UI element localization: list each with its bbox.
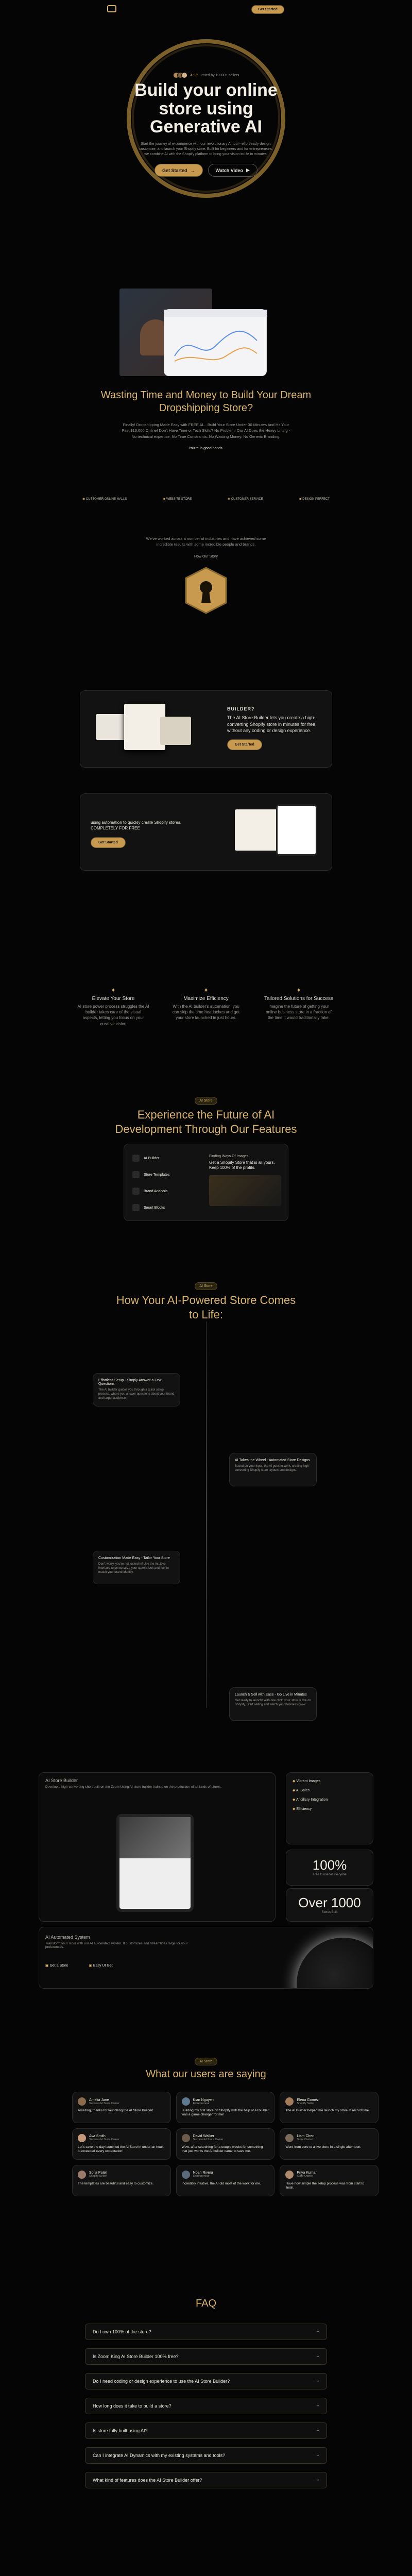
three-columns [0, 987, 412, 1033]
testimonial-card: Sofia Patel Shopify Seller The templates are beautiful and easy to customize. [72, 2165, 171, 2196]
design-icon: ◉ [299, 498, 303, 501]
process-pill: AI Store [195, 1282, 217, 1290]
auto-tag: ▣ Easy UI Get [89, 1964, 113, 1968]
builder-card-2 [80, 793, 332, 871]
tailored-icon: ✦ [296, 987, 302, 994]
strip-item: ◉ DESIGN PERFECT [299, 498, 330, 501]
process-step: Effortless Setup - Simply Answer a Few Questions The AI builder guides you through a quick setup process, where you answer questions about your brand and target audience. [93, 1373, 180, 1406]
panel-body: Get a Shopify Store that is all yours. Keep 100% of the profits. [209, 1160, 275, 1171]
strip-item: ◉ CUSTOMER SERVICE [227, 498, 263, 501]
testimonials-title: What our users are saying [146, 2069, 266, 2080]
avatar [285, 2171, 294, 2179]
list-item: ◆ Efficiency [293, 1807, 312, 1811]
avatar [78, 2097, 86, 2106]
stat-stores: Over 1000 Stores Built [286, 1888, 373, 1922]
faq-item[interactable]: Is store fully built using AI? + [85, 2422, 327, 2439]
builder-get-started-button[interactable]: Get Started [227, 739, 262, 750]
timeline-line [206, 1321, 207, 1708]
store-icon: ◉ [163, 498, 166, 501]
testimonial-card: Priya Kumar Store Owner I love how simple the setup process was from start to finish. [280, 2165, 379, 2196]
hero [0, 21, 412, 247]
device-mockups [235, 804, 322, 861]
future-section [0, 1095, 412, 1229]
rating-text: rated by 10000+ sellers [201, 73, 239, 77]
strip-item: ◉ CUSTOMER ONLINE MALLS [82, 498, 127, 501]
feature-item[interactable]: Smart Blocks [132, 1204, 169, 1211]
pain-section [0, 389, 412, 492]
builder-heading: BUILDER? [227, 706, 255, 711]
col-tailored: ✦ Tailored Solutions for Success Imagine the future of getting your online business store in a fraction of the time it would traditionally take. [263, 987, 335, 1033]
process-section [0, 1280, 412, 1759]
testimonial-card: Ava Smith Successful Store Owner Let's save the day launched the AI Store in under an hour. It exceeded every expectation! [72, 2128, 171, 2160]
pain-footer: You're in good hands. [188, 446, 224, 450]
testimonial-grid [72, 2092, 379, 2196]
faq-item[interactable]: Can I integrate AI Dynamics with my existing systems and tools? + [85, 2447, 327, 2464]
plus-icon: + [316, 2428, 319, 2433]
avatar [182, 2171, 190, 2179]
process-step: Customization Made Easy - Tailor Your Store Don't worry, you're not locked in! Use the intuitive interface to personalize your store's look and feel to match your brand identity. [93, 1551, 180, 1584]
testimonial-card: Amelia Jane Successful Store Owner Amazing, thanks for launching the AI Store Builder! [72, 2092, 171, 2123]
auto-tag: ▣ Get a Store [45, 1964, 68, 1968]
testimonials-section [0, 2056, 412, 2251]
story-section [0, 536, 412, 670]
plus-icon: + [316, 2354, 319, 2359]
top-nav [0, 0, 412, 21]
efficiency-icon: ✦ [203, 987, 209, 994]
testimonial-card: Liam Chen Store Owner Went from zero to a live store in a single afternoon. [280, 2128, 379, 2160]
tablet-mockup [116, 1814, 194, 1912]
bento-builder: AI Store Builder Develop a high-converting short built on the Zoom Using AI store builder trained on the production of all kinds of stores. [39, 1772, 276, 1922]
future-pill: AI Store [195, 1097, 217, 1105]
panel-image [209, 1175, 281, 1206]
check-icon: ◆ [293, 1807, 297, 1811]
avatar [285, 2097, 294, 2106]
testimonial-card: Elena Gomez Shopify Seller The AI Builder helped me launch my store in record time. [280, 2092, 379, 2123]
watch-video-button[interactable]: Watch Video ▶ [208, 164, 258, 177]
rating-value: 4.9/5 [190, 73, 199, 77]
future-title: Experience the Future of AI Development Through Our Features [115, 1108, 297, 1136]
pain-body: Finally! Dropshipping Made Easy with FREE AI... Build Your Store Under 30 Minutes And Hit Your First $10,000 Online! Don't Have Time or Tech Skills? No Problem! Our AI Does the Heavy Lifting - No technical expertise. No Time Constraints. No Wasting Money. No Generic Branding. [122, 422, 290, 439]
list-item: ◆ Ancillary Integration [293, 1798, 328, 1802]
story-label: How Our Story [194, 554, 218, 558]
hero-get-started-button[interactable]: Get Started → [154, 164, 203, 177]
blocks-icon [132, 1204, 140, 1211]
story-text: We've worked across a number of industries and have achieved some incredible results with some incredible people and brands. [146, 536, 266, 547]
faq-section [0, 2298, 412, 2545]
avatar [181, 72, 187, 78]
plus-icon: + [316, 2329, 319, 2334]
feature-item[interactable]: Brand Analysis [132, 1188, 169, 1195]
avatar [285, 2134, 294, 2142]
faq-item[interactable]: Do I need coding or design experience to use the AI Store Builder? + [85, 2373, 327, 2389]
keyhole-badge-icon [183, 566, 229, 615]
testimonial-card: Noah Rivera Entrepreneur Incredibly intuitive, the AI did most of the work for me. [176, 2165, 275, 2196]
bento-automation: AI Automated System Transform your store with our AI automated system. It customizes and streamlines large for your preferences. ▣ Get a Store ▣ Easy UI Get [39, 1927, 373, 1989]
pain-title: Wasting Time and Money to Build Your Dream Dropshipping Store? [100, 389, 312, 414]
faq-item[interactable]: What kind of features does the AI Store Builder offer? + [85, 2472, 327, 2488]
testimonial-card: David Walker Successful Store Owner Wow, after searching for a couple weeks for something that just works the AI builder came to save me. [176, 2128, 275, 2160]
process-title: How Your AI-Powered Store Comes to Life: [116, 1294, 296, 1321]
builder-body: The AI Store Builder lets you create a high-converting Shopify store in minutes for free, without any coding or design experience. [227, 715, 317, 734]
strip-item: ◉ WEBSITE STORE [163, 498, 192, 501]
col-elevate: ✦ Elevate Your Store AI store power process struggles the AI builder takes care of the visual aspects, letting you focus on your creative vision [77, 987, 149, 1026]
feature-item[interactable]: AI Builder [132, 1155, 169, 1162]
play-icon: ▶ [246, 167, 250, 173]
ui-icon: ▣ [89, 1964, 93, 1968]
faq-title: FAQ [195, 2298, 216, 2309]
store-icon: ▣ [45, 1964, 50, 1968]
plus-icon: + [316, 2478, 319, 2483]
process-step: AI Takes the Wheel - Automated Store Designs Based on your input, the AI goes to work, crafting high-converting Shopify store layouts and designs. [229, 1453, 317, 1486]
plus-icon: + [316, 2453, 319, 2458]
avatar [78, 2171, 86, 2179]
future-panel [124, 1144, 288, 1221]
feature-strip [0, 497, 412, 507]
templates-icon [132, 1171, 140, 1178]
arrow-right-icon: → [190, 167, 195, 173]
feature-item[interactable]: Store Templates [132, 1171, 169, 1178]
check-icon: ◆ [293, 1798, 296, 1802]
globe-icon: ◉ [82, 498, 86, 501]
avatar [78, 2134, 86, 2142]
testimonials-pill: AI Store [195, 2058, 217, 2065]
elevate-icon: ✦ [110, 987, 116, 994]
builder-card-1 [80, 690, 332, 768]
list-item: ◆ AI Sales [293, 1789, 310, 1792]
preview-chart-card [164, 309, 267, 376]
support-icon: ◉ [227, 498, 231, 501]
bento-list [286, 1772, 373, 1844]
store-mockups [96, 704, 194, 755]
preview-chart [164, 310, 267, 377]
faq-item[interactable]: Do I own 100% of the store? + [85, 2324, 327, 2340]
hero-title: Build your online store using Generative AI [134, 80, 278, 137]
bento-section [0, 1772, 412, 1999]
avatar [182, 2097, 190, 2106]
stat-free: 100% Free to use for everyone [286, 1850, 373, 1886]
builder2-get-started-button[interactable]: Get Started [91, 837, 126, 848]
globe-graphic [297, 1938, 373, 1989]
plus-icon: + [316, 2403, 319, 2409]
faq-item[interactable]: How long does it take to build a store? + [85, 2398, 327, 2414]
list-item: ◆ Vibrant Images [293, 1780, 321, 1783]
avatar-group [173, 72, 187, 78]
plus-icon: + [316, 2379, 319, 2384]
check-icon: ◆ [293, 1789, 296, 1792]
builder2-body: using automation to quickly create Shopify stores. COMPLETELY FOR FREE [91, 820, 182, 831]
panel-title: Finding Ways Of Images [209, 1155, 249, 1158]
avatar [182, 2134, 190, 2142]
rating-badge [129, 72, 283, 78]
ai-builder-icon [132, 1155, 140, 1162]
process-step: Launch & Sell with Ease - Go Live in Minutes Get ready to launch! With one click, your store is live on Shopify. Start selling and watch your business grow. [229, 1687, 317, 1721]
faq-item[interactable]: Is Zoom King AI Store Builder 100% free? + [85, 2348, 327, 2365]
testimonial-card: Kian Nguyen Entrepreneur Building my first store on Shopify with the help of AI builder was a game changer for me! [176, 2092, 275, 2123]
col-efficiency: ✦ Maximize Efficiency With the AI builder's automation, you can skip the time headaches and get your store launched in just hours. [170, 987, 242, 1033]
check-icon: ◆ [293, 1780, 297, 1783]
logo[interactable] [107, 5, 116, 12]
analysis-icon [132, 1188, 140, 1195]
hero-subtitle: Start the journey of e-commerce with our revolutionary AI tool - effortlessly design, customize, and launch your Shopify store. Built for beginners and for entrepreneurs, we combine AI with the Shopify platform to bring your vision to life in minutes. [139, 142, 273, 156]
dashboard-preview [0, 289, 412, 392]
nav-get-started-button[interactable]: Get Started [251, 5, 284, 14]
